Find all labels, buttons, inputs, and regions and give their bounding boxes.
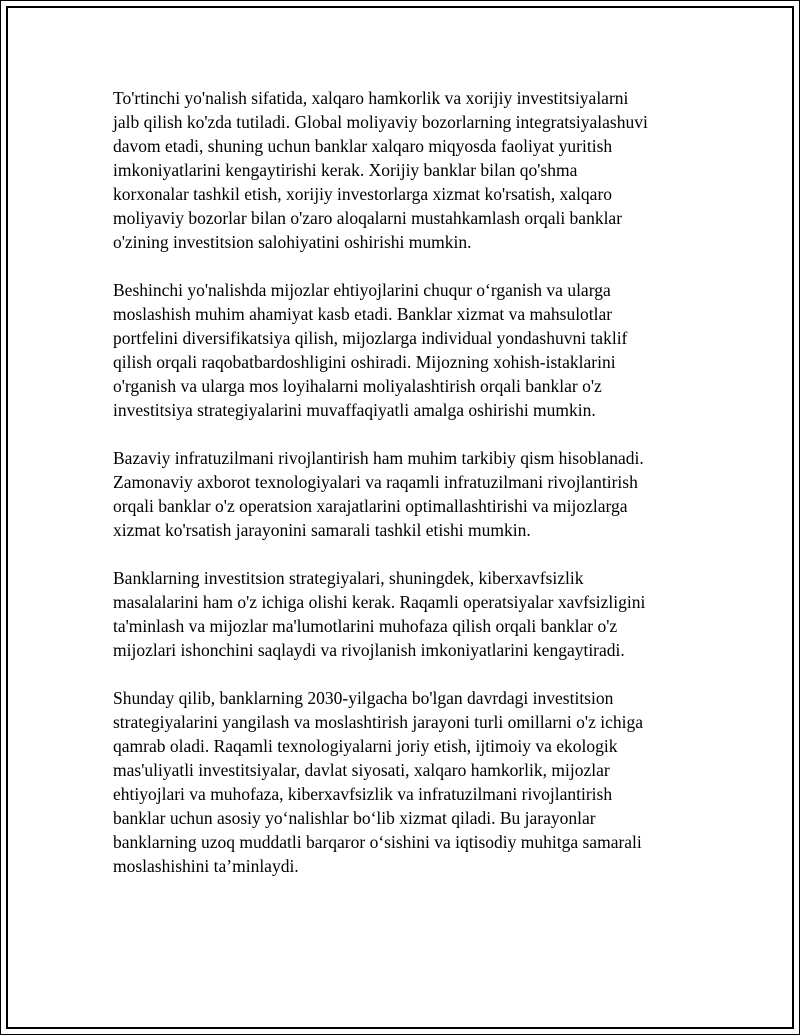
paragraph-client-needs: Beshinchi yo'nalishda mijozlar ehtiyojlarini chuqur o‘rganish va ularga moslashish muhim ahamiyat kasb etadi. Banklar xizmat va mahsulotlar portfelini diversifikatsiya qilish, mijozlarga individual yondashuvni taklif qilish orqali raqobatbardoshligini oshiradi. Mijozning xohish-istaklarini o'rganish va ularga mos loyihalarni moliyalashtirish orqali banklar o'z investitsiya strategiyalarini muvaffaqiyatli amalga oshirishi mumkin. [113,280,628,420]
paragraph-infrastructure: Bazaviy infratuzilmani rivojlantirish ham muhim tarkibiy qism hisoblanadi. Zamonaviy axborot texnologiyalari va raqamli infratuzilmani rivojlantirish orqali banklar o'z operatsion xarajatlarini optimallashtirishi va mijozlarga xizmat ko'rsatish jarayonini samarali tashkil etishi mumkin. [113,448,644,540]
paragraph-international-cooperation: To'rtinchi yo'nalish sifatida, xalqaro hamkorlik va xorijiy investitsiyalarni jalb qilish ko'zda tutiladi. Global moliyaviy bozorlarning integratsiyalashuvi davom etadi, shuning uchun banklar xalqaro miqyosda faoliyat yuritish imkoniyatlarini kengaytirishi kerak. Xorijiy banklar bilan qo'shma korxonalar tashkil etish, xorijiy investorlarga xizmat ko'rsatish, xalqaro moliyaviy bozorlar bilan o'zaro aloqalarni mustahkamlash orqali banklar o'zining investitsion salohiyatini oshirishi mumkin. [113,88,648,252]
paragraph-cybersecurity: Banklarning investitsion strategiyalari, shuningdek, kiberxavfsizlik masalalarini ham o'z ichiga olishi kerak. Raqamli operatsiyalar xavfsizligini ta'minlash va mijozlar ma'lumotlarini muhofaza qilish orqali banklar o'z mijozlari ishonchini saqlaydi va rivojlanish imkoniyatlarini kengaytiradi. [113,568,646,660]
document-body [113,86,693,902]
paragraph-conclusion: Shunday qilib, banklarning 2030-yilgacha bo'lgan davrdagi investitsion strategiyalarini yangilash va moslashtirish jarayoni turli omillarni o'z ichiga qamrab oladi. Raqamli texnologiyalarni joriy etish, ijtimoiy va ekologik mas'uliyatli investitsiyalar, davlat siyosati, xalqaro hamkorlik, mijozlar ehtiyojlari va muhofaza, kiberxavfsizlik va infratuzilmani rivojlantirish banklar uchun asosiy yo‘nalishlar bo‘lib xizmat qiladi. Bu jarayonlar banklarning uzoq muddatli barqaror o‘sishini va iqtisodiy muhitga samarali moslashishini ta’minlaydi. [113,688,643,876]
